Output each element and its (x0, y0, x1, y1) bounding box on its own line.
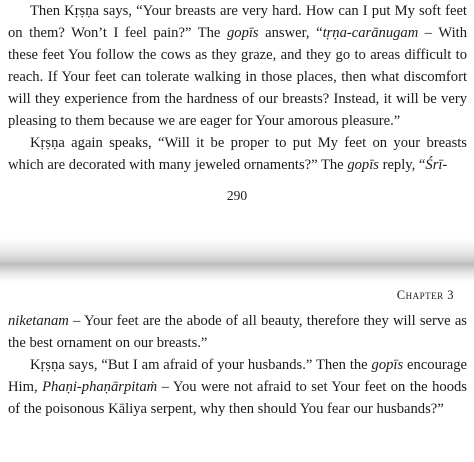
paragraph-text: Kṛṣṇa again speaks, “Will it be proper to put My feet on your breasts which are decorated with many jeweled ornaments?” The (8, 135, 467, 173)
italic-term: Śrī- (425, 157, 448, 173)
italic-term: Phaṇi-phaṇārpitaṁ (42, 379, 158, 395)
italic-term: gopīs (347, 157, 379, 173)
paragraph-text: encourage Him, (8, 357, 467, 395)
paragraph (8, 354, 467, 420)
page-number: 290 (226, 188, 248, 203)
paragraph (8, 310, 467, 354)
page-separator (0, 238, 474, 282)
paragraph-text: – With these feet You follow the cows as they graze, and they go to areas difficult to reach. If Your feet can tolerate walking in those places, then what discomfort will they experience from the hardness of our breasts? Instead, it will be very pleasing to them because we are eager for Your amorous pleasure.” (8, 25, 467, 129)
paragraph-text: Kṛṣṇa says, “But I am afraid of your husbands.” Then the (30, 357, 372, 373)
paragraph (8, 132, 467, 176)
chapter-heading: Chapter 3 (396, 288, 454, 302)
italic-term: gopīs (371, 357, 404, 373)
bottom-page (0, 282, 474, 462)
paragraph-text: reply, “ (378, 157, 426, 173)
paragraph-text: answer, “ (258, 25, 323, 41)
paragraph-text: – Your feet are the abode of all beauty, therefore they will serve as the best ornament on our breasts.” (8, 313, 467, 351)
bottom-page-text (8, 310, 467, 420)
top-page-text (8, 0, 467, 176)
paragraph-text: Then Kṛṣṇa says, “Your breasts are very hard. How can I put My soft feet on them? Won’t I feel pain?” The (8, 3, 467, 41)
italic-term: tṛṇa-carānugam (322, 25, 419, 41)
paragraph-text: – You were not afraid to set Your feet on the hoods of the poisonous Kāliya serpent, why then should You fear our husbands?” (8, 379, 467, 417)
paragraph (8, 0, 467, 132)
italic-term: gopīs (226, 25, 259, 41)
italic-term: niketanam (8, 313, 69, 329)
